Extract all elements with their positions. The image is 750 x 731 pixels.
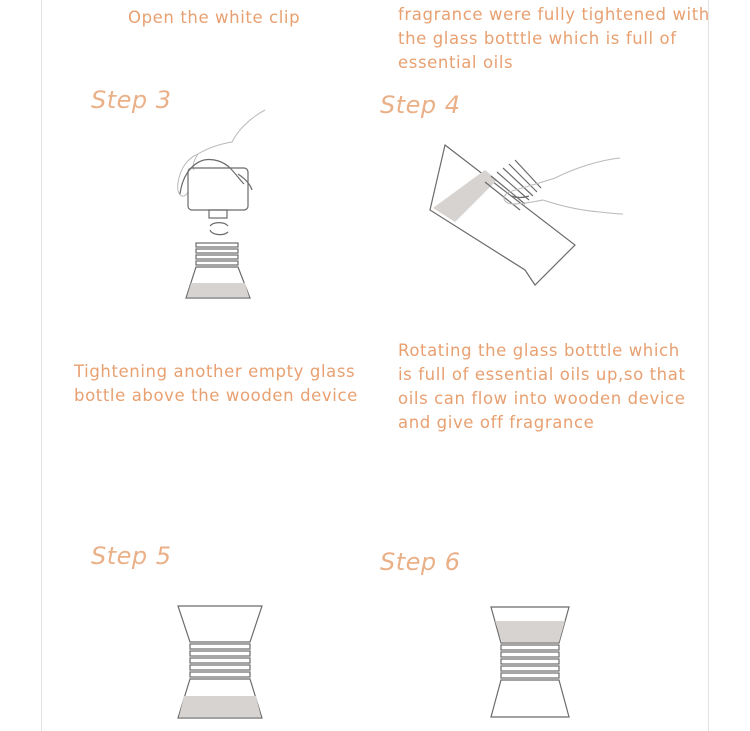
- step4-label: Step 4: [380, 91, 461, 119]
- step6-illustration: [485, 603, 575, 723]
- step4-caption-line-3: oils can flow into wooden device: [398, 389, 686, 408]
- step5-illustration: [170, 600, 270, 725]
- step4-caption-line-2: is full of essential oils up,so that: [398, 365, 686, 384]
- step3-caption-line-2: bottle above the wooden device: [74, 386, 358, 405]
- step3-label: Step 3: [91, 86, 172, 114]
- step5-label: Step 5: [91, 542, 172, 570]
- step4-caption-line-1: Rotating the glass botttle which: [398, 341, 680, 360]
- step2-caption: Open the white clip: [128, 8, 301, 27]
- step6-label: Step 6: [380, 548, 461, 576]
- step4-illustration: [425, 140, 625, 290]
- step2b-caption-line-3: essential oils: [398, 53, 514, 72]
- step3-caption-line-1: Tightening another empty glass: [74, 362, 356, 381]
- step2b-caption-line-1: fragrance were fully tightened with: [398, 5, 710, 24]
- step4-caption-line-4: and give off fragrance: [398, 413, 595, 432]
- step3-illustration: [170, 108, 280, 308]
- step2b-caption-line-2: the glass botttle which is full of: [398, 29, 677, 48]
